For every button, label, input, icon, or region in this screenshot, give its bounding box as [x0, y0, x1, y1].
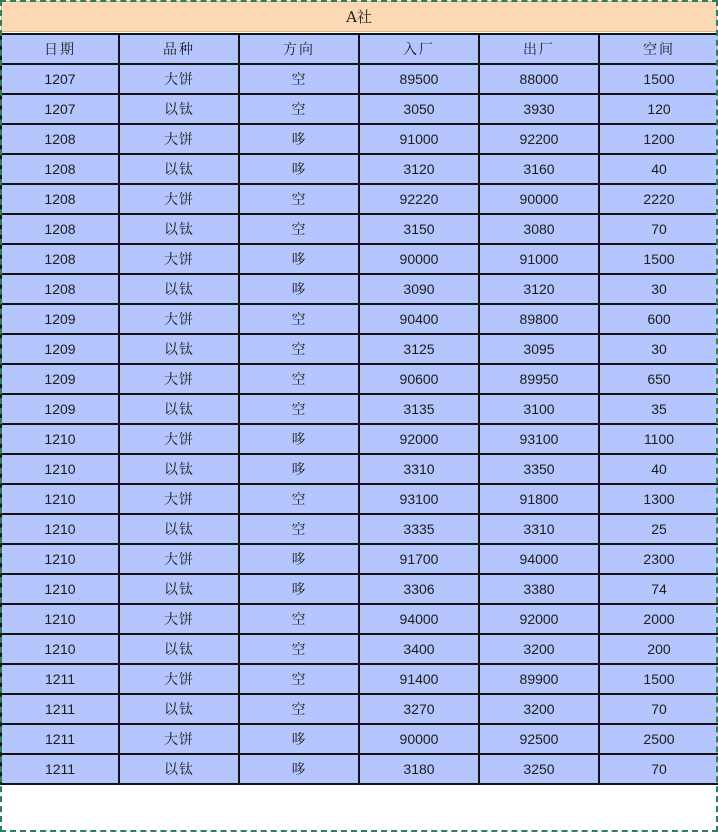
cell-exit: 88000	[479, 64, 599, 94]
cell-variety: 大饼	[119, 184, 239, 214]
cell-date: 1210	[1, 514, 119, 544]
cell-space: 70	[599, 694, 718, 724]
cell-direction: 哆	[239, 574, 359, 604]
cell-space: 600	[599, 304, 718, 334]
cell-space: 35	[599, 394, 718, 424]
cell-exit: 92000	[479, 604, 599, 634]
cell-date: 1209	[1, 334, 119, 364]
cell-variety: 以钛	[119, 154, 239, 184]
cell-direction: 哆	[239, 154, 359, 184]
cell-date: 1208	[1, 154, 119, 184]
cell-direction: 空	[239, 304, 359, 334]
cell-date: 1207	[1, 64, 119, 94]
cell-space: 2000	[599, 604, 718, 634]
table-row	[1, 634, 718, 664]
cell-exit: 3930	[479, 94, 599, 124]
cell-space: 650	[599, 364, 718, 394]
cell-space: 1500	[599, 64, 718, 94]
cell-entry: 3400	[359, 634, 479, 664]
cell-space: 40	[599, 154, 718, 184]
table-row	[1, 754, 718, 784]
table-row	[1, 154, 718, 184]
table-row	[1, 64, 718, 94]
cell-entry: 90000	[359, 244, 479, 274]
cell-date: 1208	[1, 274, 119, 304]
table-row	[1, 304, 718, 334]
column-header-exit: 出厂	[479, 34, 599, 64]
cell-space: 2220	[599, 184, 718, 214]
cell-entry: 89500	[359, 64, 479, 94]
cell-space: 70	[599, 754, 718, 784]
cell-space: 120	[599, 94, 718, 124]
cell-entry: 3135	[359, 394, 479, 424]
table-row	[1, 604, 718, 634]
cell-direction: 哆	[239, 754, 359, 784]
cell-variety: 大饼	[119, 124, 239, 154]
cell-entry: 93100	[359, 484, 479, 514]
cell-space: 1500	[599, 244, 718, 274]
cell-variety: 大饼	[119, 304, 239, 334]
cell-variety: 以钛	[119, 634, 239, 664]
column-header-entry: 入厂	[359, 34, 479, 64]
data-table	[0, 33, 718, 785]
column-header-space: 空间	[599, 34, 718, 64]
cell-exit: 90000	[479, 184, 599, 214]
cell-variety: 以钛	[119, 574, 239, 604]
cell-date: 1207	[1, 94, 119, 124]
cell-exit: 3250	[479, 754, 599, 784]
cell-direction: 空	[239, 214, 359, 244]
cell-direction: 哆	[239, 124, 359, 154]
cell-entry: 3150	[359, 214, 479, 244]
cell-space: 200	[599, 634, 718, 664]
table-row	[1, 514, 718, 544]
table-row	[1, 394, 718, 424]
cell-entry: 92000	[359, 424, 479, 454]
table-row	[1, 244, 718, 274]
cell-space: 40	[599, 454, 718, 484]
cell-exit: 93100	[479, 424, 599, 454]
cell-space: 1300	[599, 484, 718, 514]
cell-exit: 3100	[479, 394, 599, 424]
cell-entry: 3125	[359, 334, 479, 364]
cell-entry: 3335	[359, 514, 479, 544]
cell-exit: 3310	[479, 514, 599, 544]
cell-variety: 以钛	[119, 274, 239, 304]
header-row	[1, 34, 718, 64]
cell-variety: 大饼	[119, 544, 239, 574]
cell-date: 1210	[1, 424, 119, 454]
table-row	[1, 484, 718, 514]
cell-variety: 以钛	[119, 334, 239, 364]
table-row	[1, 724, 718, 754]
cell-exit: 3380	[479, 574, 599, 604]
cell-entry: 3050	[359, 94, 479, 124]
cell-entry: 3310	[359, 454, 479, 484]
cell-date: 1208	[1, 124, 119, 154]
cell-variety: 大饼	[119, 724, 239, 754]
cell-exit: 92200	[479, 124, 599, 154]
cell-variety: 大饼	[119, 604, 239, 634]
cell-date: 1208	[1, 244, 119, 274]
cell-entry: 3120	[359, 154, 479, 184]
cell-exit: 3200	[479, 694, 599, 724]
table-row	[1, 274, 718, 304]
cell-date: 1210	[1, 574, 119, 604]
cell-exit: 3095	[479, 334, 599, 364]
column-header-date: 日期	[1, 34, 119, 64]
cell-entry: 92220	[359, 184, 479, 214]
cell-variety: 大饼	[119, 364, 239, 394]
cell-space: 30	[599, 334, 718, 364]
cell-entry: 91400	[359, 664, 479, 694]
cell-date: 1209	[1, 394, 119, 424]
cell-direction: 哆	[239, 274, 359, 304]
cell-direction: 空	[239, 634, 359, 664]
cell-direction: 空	[239, 694, 359, 724]
cell-variety: 以钛	[119, 514, 239, 544]
cell-direction: 空	[239, 184, 359, 214]
cell-direction: 空	[239, 334, 359, 364]
cell-space: 2300	[599, 544, 718, 574]
cell-exit: 3200	[479, 634, 599, 664]
cell-space: 25	[599, 514, 718, 544]
cell-exit: 89900	[479, 664, 599, 694]
cell-exit: 89800	[479, 304, 599, 334]
cell-entry: 91000	[359, 124, 479, 154]
cell-exit: 89950	[479, 364, 599, 394]
cell-variety: 以钛	[119, 454, 239, 484]
table-row	[1, 454, 718, 484]
cell-date: 1210	[1, 544, 119, 574]
table-row	[1, 574, 718, 604]
cell-direction: 空	[239, 514, 359, 544]
cell-variety: 以钛	[119, 754, 239, 784]
cell-date: 1211	[1, 754, 119, 784]
cell-direction: 空	[239, 94, 359, 124]
cell-direction: 哆	[239, 244, 359, 274]
cell-entry: 3270	[359, 694, 479, 724]
cell-space: 1100	[599, 424, 718, 454]
cell-variety: 大饼	[119, 484, 239, 514]
table-row	[1, 184, 718, 214]
cell-entry: 3180	[359, 754, 479, 784]
cell-space: 1500	[599, 664, 718, 694]
cell-entry: 90000	[359, 724, 479, 754]
cell-space: 70	[599, 214, 718, 244]
table-row	[1, 664, 718, 694]
cell-variety: 大饼	[119, 424, 239, 454]
table-row	[1, 94, 718, 124]
table-row	[1, 214, 718, 244]
cell-direction: 哆	[239, 724, 359, 754]
cell-variety: 以钛	[119, 214, 239, 244]
cell-entry: 3090	[359, 274, 479, 304]
table-row	[1, 424, 718, 454]
cell-direction: 哆	[239, 544, 359, 574]
cell-date: 1210	[1, 484, 119, 514]
column-header-direction: 方向	[239, 34, 359, 64]
cell-direction: 空	[239, 604, 359, 634]
cell-exit: 91000	[479, 244, 599, 274]
cell-space: 1200	[599, 124, 718, 154]
cell-space: 74	[599, 574, 718, 604]
cell-exit: 94000	[479, 544, 599, 574]
cell-exit: 3080	[479, 214, 599, 244]
cell-exit: 3160	[479, 154, 599, 184]
cell-direction: 哆	[239, 454, 359, 484]
cell-date: 1209	[1, 364, 119, 394]
cell-entry: 3306	[359, 574, 479, 604]
cell-space: 30	[599, 274, 718, 304]
cell-date: 1210	[1, 604, 119, 634]
cell-exit: 92500	[479, 724, 599, 754]
cell-entry: 90600	[359, 364, 479, 394]
cell-date: 1210	[1, 454, 119, 484]
cell-date: 1210	[1, 634, 119, 664]
cell-exit: 3350	[479, 454, 599, 484]
cell-direction: 空	[239, 64, 359, 94]
cell-date: 1211	[1, 664, 119, 694]
cell-direction: 空	[239, 484, 359, 514]
column-header-variety: 品种	[119, 34, 239, 64]
cell-date: 1211	[1, 724, 119, 754]
cell-date: 1208	[1, 214, 119, 244]
table-row	[1, 124, 718, 154]
cell-entry: 91700	[359, 544, 479, 574]
cell-space: 2500	[599, 724, 718, 754]
cell-variety: 以钛	[119, 694, 239, 724]
table-row	[1, 334, 718, 364]
cell-exit: 91800	[479, 484, 599, 514]
sheet-title: A社	[1, 1, 717, 32]
cell-direction: 空	[239, 394, 359, 424]
cell-direction: 空	[239, 664, 359, 694]
cell-variety: 大饼	[119, 64, 239, 94]
cell-direction: 空	[239, 364, 359, 394]
cell-variety: 大饼	[119, 664, 239, 694]
cell-entry: 94000	[359, 604, 479, 634]
cell-variety: 以钛	[119, 94, 239, 124]
cell-exit: 3120	[479, 274, 599, 304]
cell-variety: 以钛	[119, 394, 239, 424]
table-row	[1, 694, 718, 724]
cell-date: 1209	[1, 304, 119, 334]
cell-entry: 90400	[359, 304, 479, 334]
cell-direction: 哆	[239, 424, 359, 454]
cell-date: 1208	[1, 184, 119, 214]
table-row	[1, 364, 718, 394]
table-row	[1, 544, 718, 574]
cell-variety: 大饼	[119, 244, 239, 274]
table-body	[1, 64, 718, 784]
cell-date: 1211	[1, 694, 119, 724]
